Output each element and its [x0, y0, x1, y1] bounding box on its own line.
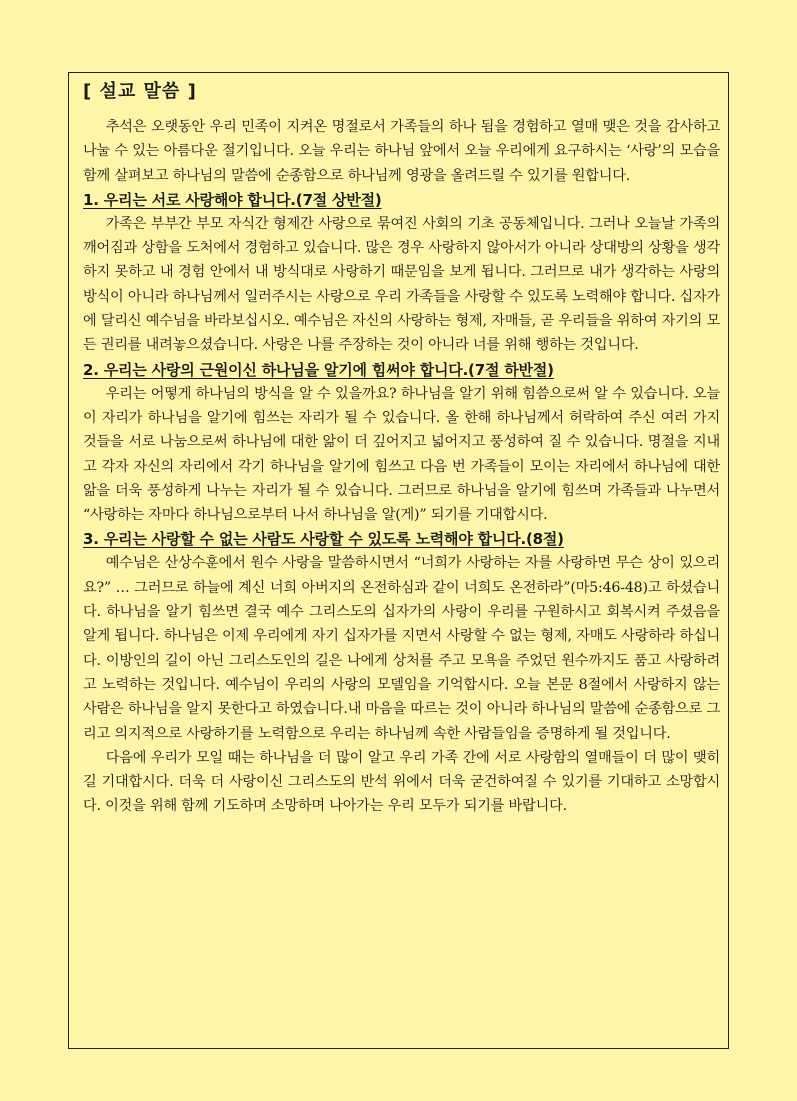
section-3-heading: 3. 우리는 사랑할 수 없는 사람도 사랑할 수 있도록 노력해야 합니다.(8절) — [83, 530, 564, 549]
section-3-body: 예수님은 산상수훈에서 원수 사랑을 말씀하시면서 “너희가 사랑하는 자를 사랑하면 무슨 상이 있으리요?” … 그러므로 하늘에 계신 너희 아버지의 온전하심과 같이 너희도 온전하라”(마5:46-48)고 하셨습니다. 하나님을 알기 힘쓰면 결국 예수 그리스도의 십자가의 사랑이 우리를 구원하시고 회복시켜 주셨음을 알게 됩니다. 하나님은 이제 우리에게 자기 십자가를 지면서 사랑할 수 없는 형제, 자매도 사랑하라 하십니다. 이방인의 길이 아닌 그리스도인의 길은 나에게 상처를 주고 모욕을 주었던 원수까지도 품고 사랑하려고 노력하는 것입니다. 예수님이 우리의 사랑의 모델임을 기억합시다. 오늘 본문 8절에서 사랑하지 않는 사람은 하나님을 알지 못한다고 하였습니다.내 마음을 따르는 것이 아니라 하나님의 말씀에 순종함으로 그리고 의지적으로 사랑하기를 노력함으로 우리는 하나님께 속한 사람들임을 증명하게 될 것입니다. — [83, 555, 720, 742]
sermon-title: [ 설교 말씀 ] — [83, 81, 197, 102]
section-1-heading: 1. 우리는 서로 사랑해야 합니다.(7절 상반절) — [83, 190, 382, 209]
sermon-box — [68, 72, 729, 1049]
closing-paragraph: 다음에 우리가 모일 때는 하나님을 더 많이 알고 우리 가족 간에 서로 사랑함의 열매들이 더 많이 맺히길 기대합시다. 더욱 더 사랑이신 그리스도의 반석 위에서 더욱 굳건하여질 수 있기를 기대하고 소망합시다. 이것을 위해 함께 기도하며 소망하며 나아가는 우리 모두가 되기를 바랍니다. — [83, 749, 720, 815]
intro-paragraph: 추석은 오랫동안 우리 민족이 지켜온 명절로서 가족들의 하나 됨을 경험하고 열매 맺은 것을 감사하고 나눌 수 있는 아름다운 절기입니다. 오늘 우리는 하나님 앞에서 오늘 우리에게 요구하시는 ‘사랑’의 모습을 함께 살펴보고 하나님의 말씀에 순종함으로 하나님께 영광을 올려드릴 수 있기를 원합니다. — [83, 119, 720, 184]
section-2-body: 우리는 어떻게 하나님의 방식을 알 수 있을까요? 하나님을 알기 위해 힘씀으로써 알 수 있습니다. 오늘 이 자리가 하나님을 알기에 힘쓰는 자리가 될 수 있습니다. 올 한해 하나님께서 허락하여 주신 여러 가지 것들을 서로 나눔으로써 하나님에 대한 앎이 더 깊어지고 넓어지고 풍성하여 질 수 있습니다. 명절을 지내고 각자 자신의 자리에서 각기 하나님을 알기에 힘쓰고 다음 번 가족들이 모이는 자리에서 하나님에 대한 앎을 더욱 풍성하게 나누는 자리가 될 수 있습니다. 그러므로 하나님을 알기에 힘쓰며 가족들과 나누면서 “사랑하는 자마다 하나님으로부터 나서 하나님을 알(게)” 되기를 기대합시다. — [83, 385, 720, 524]
section-2-heading: 2. 우리는 사랑의 근원이신 하나님을 알기에 힘써야 합니다.(7절 하반절) — [83, 360, 554, 379]
section-1-body: 가족은 부부간 부모 자식간 형제간 사랑으로 묶여진 사회의 기초 공동체입니다. 그러나 오늘날 가족의 깨어짐과 상함을 도처에서 경험하고 있습니다. 많은 경우 사랑하지 않아서가 아니라 상대방의 상황을 생각하지 못하고 내 경험 안에서 내 방식대로 사랑하기 때문임을 보게 됩니다. 그러므로 내가 생각하는 사랑의 방식이 아니라 하나님께서 일러주시는 사랑으로 우리 가족들을 사랑할 수 있도록 노력해야 합니다. 십자가에 달리신 예수님을 바라보십시오. 예수님은 자신의 사랑하는 형제, 자매들, 곧 우리들을 위하여 자기의 모든 권리를 내려놓으셨습니다. 사랑은 나를 주장하는 것이 아니라 너를 위해 행하는 것입니다. — [83, 215, 720, 354]
